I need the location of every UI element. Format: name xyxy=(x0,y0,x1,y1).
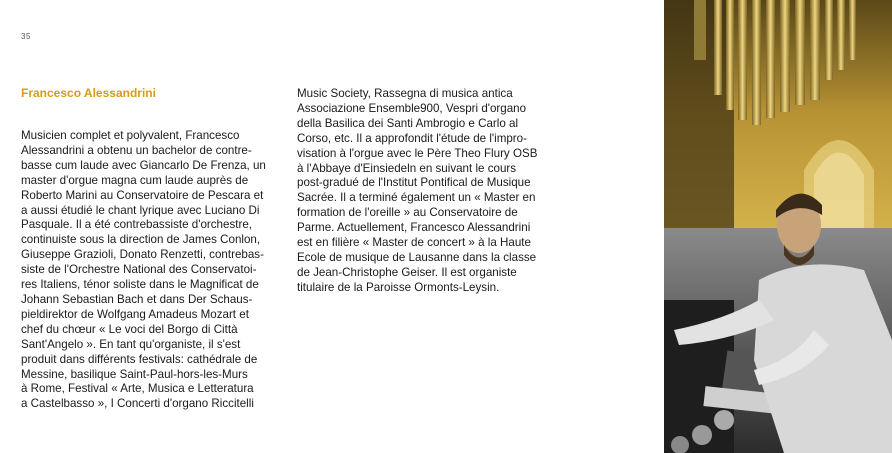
page-number: 35 xyxy=(21,32,31,41)
organist-photo xyxy=(664,0,892,453)
bio-text-right-column: Music Society, Rassegna di musica antica Associazione Ensemble900, Vespri d'organo della Basilica dei Santi Ambrogio e Carlo al Corso, etc. Il a approfondit l'étude de l'impro- visation à l'orgue avec le Père Theo Flury OSB à l'Abbaye d'Einsiedeln en suivant le cours post-gradué de l'Institut Pontifical de Musique Sacrée. Il a terminé également un « Master en formation de l'oreille » au Conservatoire de Parme. Actuellement, Francesco Alessandrini est en filière « Master de concert » à la Haute Ecole de musique de Lausanne dans la classe de Jean-Christophe Geiser. Il est organiste titulaire de la Paroisse Ormonts-Leysin. xyxy=(297,87,538,294)
bio-text-left-column: Musicien complet et polyvalent, Francesco Alessandrini a obtenu un bachelor de contre- basse cum laude avec Giancarlo De Frenza, un master d'orgue magna cum laude auprès de Roberto Marini au Conservatoire de Pescara et a aussi étudié le chant lyrique avec Luciano Di Pasquale. Il a été contrebassiste d'orchestre, continuiste sous la direction de James Conlon, Giuseppe Grazioli, Donato Renzetti, contrebas- siste de l'Orchestre National des Conservatoi- res Italiens, ténor soliste dans le Magnificat de Johann Sebastian Bach et dans Der Schaus- pieldirektor de Wolfgang Amadeus Mozart et chef du chœur « Le voci del Borgo di Città Sant'Angelo ». En tant qu'organiste, il s'est produit dans différents festivals: cathédrale de Messine, basilique Saint-Paul-hors-les-Murs à Rome, Festival « Arte, Musica e Letteratura a Castelbasso », I Concerti d'organo Riccitelli xyxy=(21,129,266,411)
bio-heading: Francesco Alessandrini xyxy=(21,86,156,100)
